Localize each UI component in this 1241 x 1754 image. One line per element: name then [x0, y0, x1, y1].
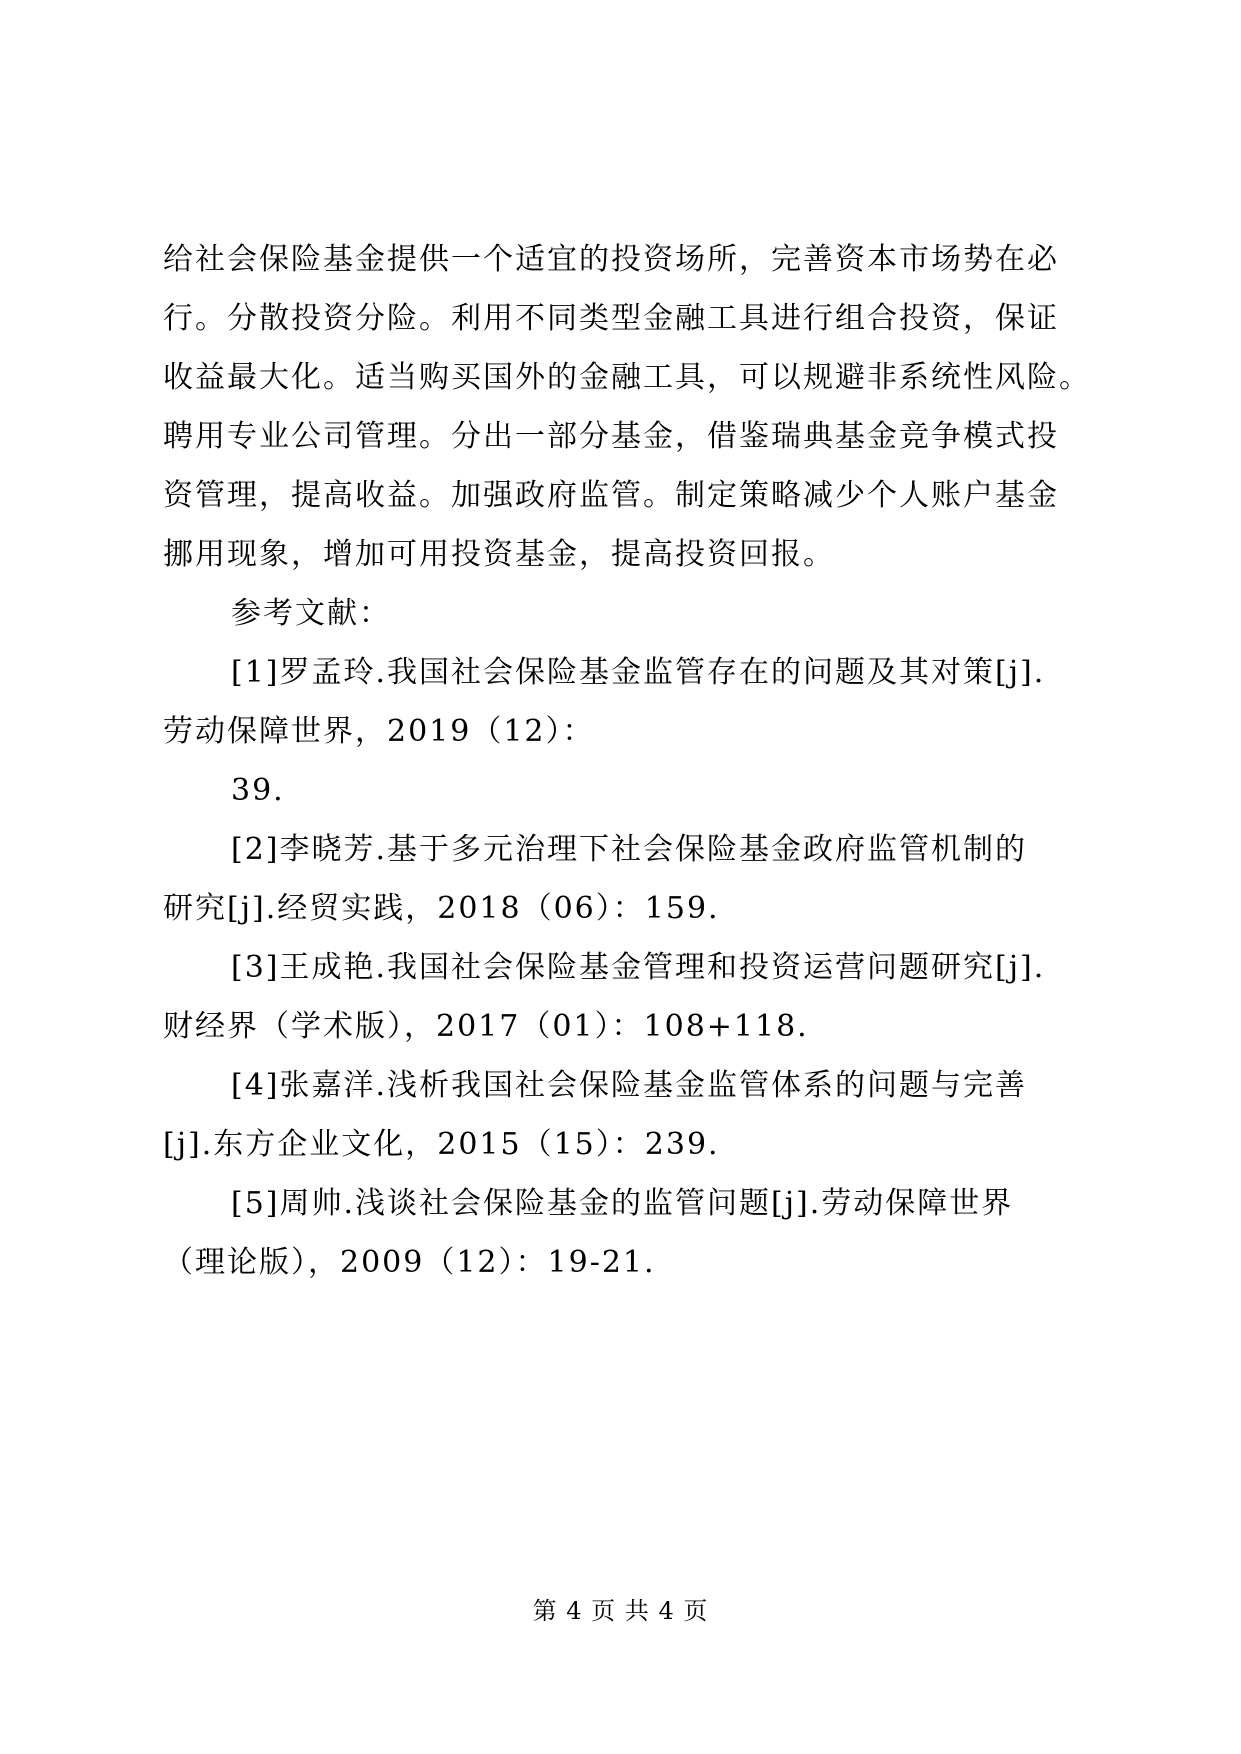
paragraph-line: 收益最大化。适当购买国外的金融工具，可以规避非系统性风险。: [163, 360, 1091, 395]
paragraph-line: 挪用现象，增加可用投资基金，提高投资回报。: [163, 537, 835, 572]
references-heading: 参考文献：: [231, 596, 391, 631]
reference-1-continuation: 39.: [231, 773, 285, 808]
reference-4-line-2: [j].东方企业文化，2015（15）：239.: [163, 1127, 720, 1162]
paragraph-line: 资管理，提高收益。加强政府监管。制定策略减少个人账户基金: [163, 478, 1059, 513]
reference-1-line-2: 劳动保障世界，2019（12）：: [163, 714, 595, 749]
paragraph-line: 行。分散投资分险。利用不同类型金融工具进行组合投资，保证: [163, 301, 1059, 336]
document-body: [163, 230, 1091, 1292]
paragraph-line: 聘用专业公司管理。分出一部分基金，借鉴瑞典基金竞争模式投: [163, 419, 1059, 454]
reference-3-line-1: [3]王成艳.我国社会保险基金管理和投资运营问题研究[j].: [231, 950, 1046, 985]
reference-5-line-2: （理论版），2009（12）：19-21.: [163, 1245, 656, 1280]
reference-4-line-1: [4]张嘉洋.浅析我国社会保险基金监管体系的问题与完善: [231, 1068, 1028, 1103]
reference-3-line-2: 财经界（学术版），2017（01）：108+118.: [163, 1009, 809, 1044]
paragraph-line: 给社会保险基金提供一个适宜的投资场所，完善资本市场势在必: [163, 242, 1059, 277]
reference-2-line-2: 研究[j].经贸实践，2018（06）：159.: [163, 891, 720, 926]
reference-1-line-1: [1]罗孟玲.我国社会保险基金监管存在的问题及其对策[j].: [231, 655, 1046, 690]
page-number-footer: 第 4 页 共 4 页: [532, 1597, 709, 1625]
reference-2-line-1: [2]李晓芳.基于多元治理下社会保险基金政府监管机制的: [231, 832, 1028, 867]
reference-5-line-1: [5]周帅.浅谈社会保险基金的监管问题[j].劳动保障世界: [231, 1186, 1014, 1221]
